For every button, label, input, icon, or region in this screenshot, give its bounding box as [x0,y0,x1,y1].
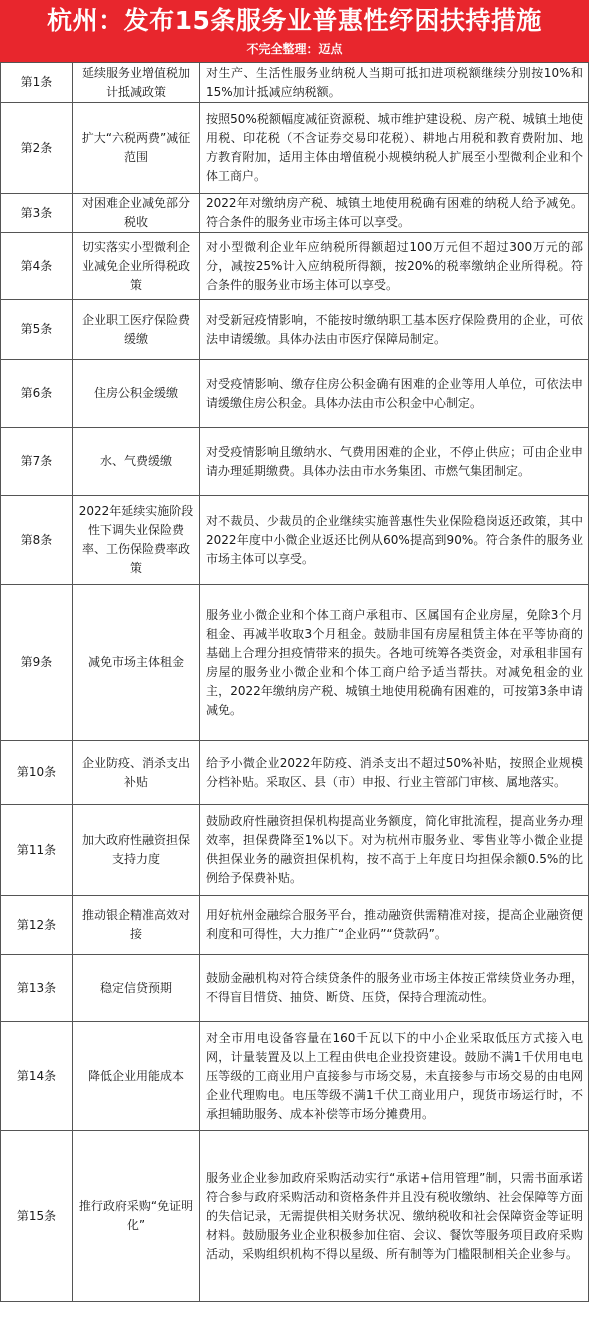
table-row [1,194,589,233]
policy-number: 第15条 [1,1131,73,1302]
policy-description: 对全市用电设备容量在160千瓦以下的中小企业采取低压方式接入电网，计量装置及以上工程由供电企业投资建设。鼓励不满1千伏用电电压等级的工商业用户直接参与市场交易，未直接参与市场交易的由电网企业代理购电。电压等级不满1千伏工商业用户，现货市场运行时，不承担辅助服务、成本补偿等市场分摊费用。 [200,1022,589,1131]
policy-number: 第1条 [1,63,73,103]
policy-number: 第14条 [1,1022,73,1131]
policy-description: 服务业企业参加政府采购活动实行“承诺+信用管理”制，只需书面承诺符合参与政府采购活动和资格条件并且没有税收缴纳、社会保障等方面的失信记录，无需提供相关财务状况、缴纳税收和社会保障资金等证明材料。鼓励服务业企业积极参加住宿、会议、餐饮等服务项目政府采购活动，采购组织机构不得以星级、所有制等为门槛限制相关企业参与。 [200,1131,589,1302]
policy-item: 延续服务业增值税加计抵减政策 [73,63,200,103]
policy-description: 对受疫情影响、缴存住房公积金确有困难的企业等用人单位，可依法申请缓缴住房公积金。具体办法由市公积金中心制定。 [200,360,589,428]
policy-description: 对小型微利企业年应纳税所得额超过100万元但不超过300万元的部分，减按25%计入应纳税所得额，按20%的税率缴纳企业所得税。符合条件的服务业市场主体可以享受。 [200,233,589,300]
policy-description: 用好杭州金融综合服务平台，推动融资供需精准对接，提高企业融资便利度和可得性，大力推广“企业码”“贷款码”。 [200,896,589,955]
policy-item: 推动银企精准高效对接 [73,896,200,955]
policy-number: 第2条 [1,103,73,194]
table-row [1,496,589,585]
policy-description: 2022年对缴纳房产税、城镇土地使用税确有困难的纳税人给予减免。符合条件的服务业市场主体可以享受。 [200,194,589,233]
table-row [1,741,589,805]
policy-item: 稳定信贷预期 [73,955,200,1022]
policy-item: 对困难企业减免部分税收 [73,194,200,233]
table-row [1,300,589,360]
table-row [1,805,589,896]
policy-number: 第8条 [1,496,73,585]
policy-item: 推行政府采购“免证明化” [73,1131,200,1302]
policy-number: 第5条 [1,300,73,360]
policy-number: 第12条 [1,896,73,955]
policy-description: 服务业小微企业和个体工商户承租市、区属国有企业房屋，免除3个月租金、再减半收取3个月租金。鼓励非国有房屋租赁主体在平等协商的基础上合理分担疫情带来的损失。各地可统筹各类资金，对承租非国有房屋的服务业小微企业和个体工商户给予适当帮扶。对减免租金的业主，2022年缴纳房产税、城镇土地使用税确有困难的，可按第3条申请减免。 [200,585,589,741]
policy-description: 按照50%税额幅度减征资源税、城市维护建设税、房产税、城镇土地使用税、印花税（不含证券交易印花税）、耕地占用税和教育费附加、地方教育附加，适用主体由增值税小规模纳税人扩展至小型微利企业和个体工商户。 [200,103,589,194]
policy-number: 第11条 [1,805,73,896]
policy-table [0,62,589,1302]
table-row [1,585,589,741]
policy-number: 第4条 [1,233,73,300]
policy-item: 切实落实小型微利企业减免企业所得税政策 [73,233,200,300]
table-row [1,233,589,300]
policy-item: 扩大“六税两费”减征范围 [73,103,200,194]
table-row [1,1022,589,1131]
table-row [1,428,589,496]
page-title: 杭州：发布15条服务业普惠性纾困扶持措施 [47,6,542,35]
header-banner [0,0,589,62]
policy-description: 鼓励政府性融资担保机构提高业务额度，简化审批流程，提高业务办理效率，担保费降至1%以下。对为杭州市服务业、零售业等小微企业提供担保业务的融资担保机构，按不高于上年度日均担保余额0.5%的比例给予保费补贴。 [200,805,589,896]
policy-description: 对生产、生活性服务业纳税人当期可抵扣进项税额继续分别按10%和15%加计抵减应纳税额。 [200,63,589,103]
policy-item: 减免市场主体租金 [73,585,200,741]
policy-item: 加大政府性融资担保支持力度 [73,805,200,896]
table-row [1,1131,589,1302]
policy-item: 2022年延续实施阶段性下调失业保险费率、工伤保险费率政策 [73,496,200,585]
policy-number: 第13条 [1,955,73,1022]
policy-description: 对受新冠疫情影响，不能按时缴纳职工基本医疗保险费用的企业，可依法申请缓缴。具体办法由市医疗保障局制定。 [200,300,589,360]
page-subtitle: 不完全整理：迈点 [246,42,343,56]
table-row [1,103,589,194]
policy-number: 第9条 [1,585,73,741]
policy-number: 第10条 [1,741,73,805]
policy-description: 对受疫情影响且缴纳水、气费用困难的企业，不停止供应；可由企业申请办理延期缴费。具体办法由市水务集团、市燃气集团制定。 [200,428,589,496]
policy-item: 企业防疫、消杀支出补贴 [73,741,200,805]
policy-item: 降低企业用能成本 [73,1022,200,1131]
policy-description: 鼓励金融机构对符合续贷条件的服务业市场主体按正常续贷业务办理，不得盲目惜贷、抽贷、断贷、压贷，保持合理流动性。 [200,955,589,1022]
policy-item: 住房公积金缓缴 [73,360,200,428]
policy-item: 水、气费缓缴 [73,428,200,496]
table-row [1,955,589,1022]
policy-number: 第3条 [1,194,73,233]
policy-description: 给予小微企业2022年防疫、消杀支出不超过50%补贴，按照企业规模分档补贴。采取区、县（市）申报、行业主管部门审核、属地落实。 [200,741,589,805]
table-row [1,896,589,955]
policy-number: 第6条 [1,360,73,428]
table-row [1,63,589,103]
policy-description: 对不裁员、少裁员的企业继续实施普惠性失业保险稳岗返还政策，其中2022年度中小微企业返还比例从60%提高到90%。符合条件的服务业市场主体可以享受。 [200,496,589,585]
policy-item: 企业职工医疗保险费缓缴 [73,300,200,360]
policy-number: 第7条 [1,428,73,496]
table-row [1,360,589,428]
